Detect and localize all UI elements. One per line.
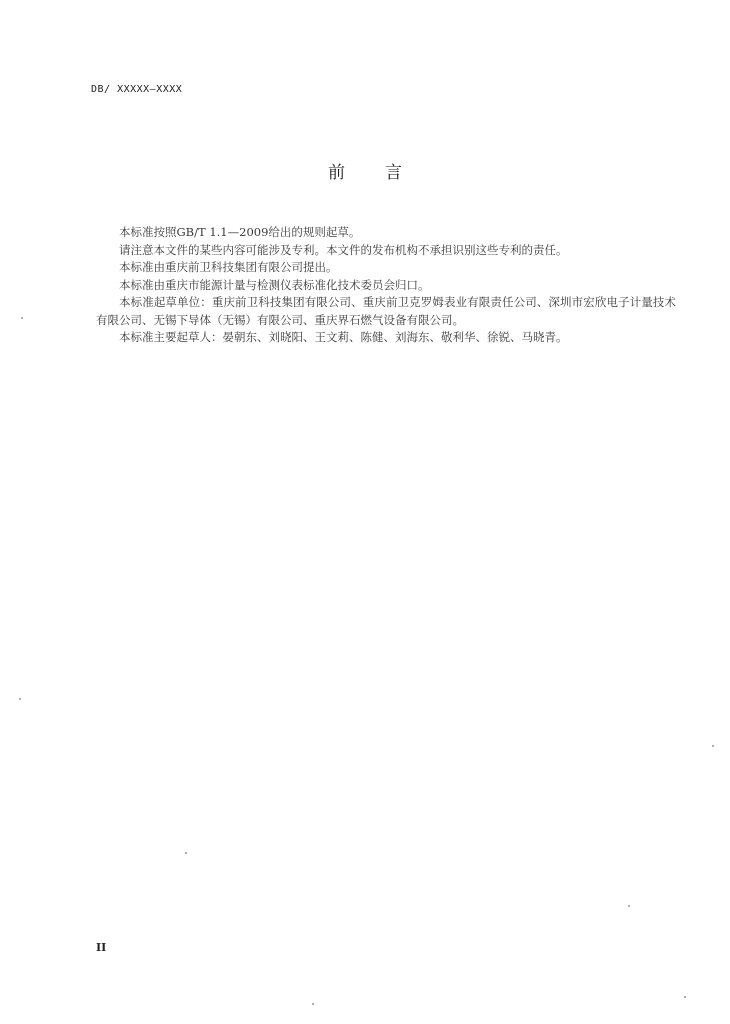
scan-speck [185,852,187,854]
scan-speck [312,1003,314,1005]
document-code: DB/ XXXXX—XXXX [91,84,183,95]
scan-speck [712,745,714,747]
scan-speck [684,996,686,998]
scan-speck [628,905,630,907]
page-title [0,158,730,183]
paragraph-proposer: 本标准由重庆前卫科技集团有限公司提出。 [119,260,338,274]
page-number: II [96,941,107,954]
paragraph-drafters: 本标准主要起草人：晏朝东、刘晓阳、王文莉、陈健、刘海东、敬利华、徐锐、马晓青。 [119,330,568,344]
paragraph-drafting-units: 本标准起草单位：重庆前卫科技集团有限公司、重庆前卫克罗姆表业有限责任公司、深圳市宏欣电子计量技术有限公司、无锡下导体（无锡）有限公司、重庆界石燃气设备有限公司。 [96,295,676,327]
paragraph-patent-notice: 请注意本文件的某些内容可能涉及专利。本文件的发布机构不承担识别这些专利的责任。 [119,242,568,257]
scan-speck [19,698,21,700]
scan-speck [21,317,23,319]
paragraph-drafting-rules: 本标准按照GB/T 1.1—2009给出的规则起草。 [119,225,361,239]
foreword-body [96,224,676,347]
page-title-part1: 前 [328,163,345,183]
paragraph-committee: 本标准由重庆市能源计量与检测仪表标准化技术委员会归口。 [119,277,430,292]
page-title-part2: 言 [385,163,402,183]
